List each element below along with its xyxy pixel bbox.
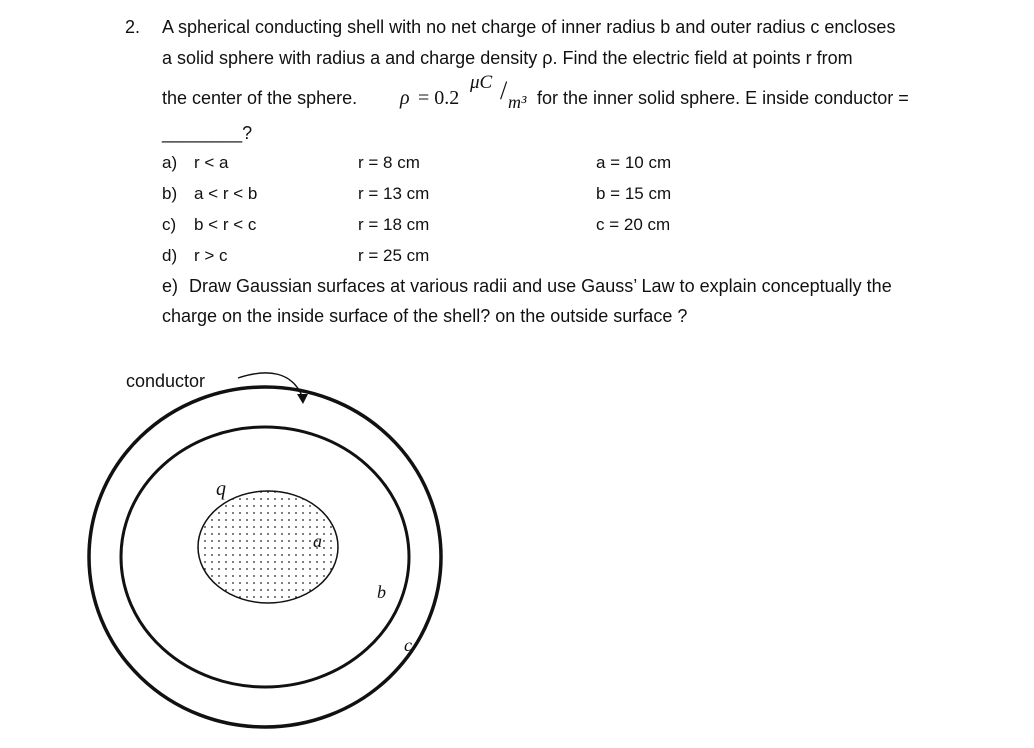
radius-label-b: b	[377, 582, 386, 602]
part-c-label: c)	[162, 215, 177, 234]
given-b: b = 15 cm	[596, 184, 672, 203]
rho-symbol: ρ	[400, 87, 410, 109]
part-b-radius: r = 13 cm	[358, 184, 430, 203]
problem-line-3-start: the center of the sphere.	[162, 88, 358, 108]
conductor-arrow	[238, 373, 302, 396]
part-d-condition: r > c	[194, 246, 228, 265]
problem-number: 2.	[125, 17, 141, 37]
part-c-condition: b < r < c	[194, 215, 257, 234]
given-c: c = 20 cm	[596, 215, 671, 234]
part-e-label: e)	[162, 276, 179, 296]
part-e-line-1: Draw Gaussian surfaces at various radii and use Gauss’ Law to explain conceptually the	[189, 276, 892, 296]
unit-numerator: μC	[470, 72, 493, 93]
given-a: a = 10 cm	[596, 153, 672, 172]
arrow-head-icon	[297, 394, 308, 404]
unit-denominator: m³	[508, 92, 527, 112]
part-b-label: b)	[162, 184, 178, 203]
problem-line-2: a solid sphere with radius a and charge density ρ. Find the electric field at points r from	[162, 48, 853, 68]
problem-line-3-end: for the inner solid sphere. E inside conductor =	[537, 88, 909, 108]
answer-blank: ________?	[162, 123, 253, 143]
part-b-condition: a < r < b	[194, 184, 258, 203]
radius-label-a: a	[313, 531, 322, 551]
unit-slash: /	[500, 76, 508, 105]
part-e-line-2: charge on the inside surface of the shell? on the outside surface ?	[162, 306, 688, 326]
problem-line-1: A spherical conducting shell with no net charge of inner radius b and outer radius c encloses	[162, 17, 896, 37]
part-c-radius: r = 18 cm	[358, 215, 430, 234]
density-value: = 0.2	[418, 87, 460, 109]
part-a-label: a)	[162, 153, 178, 172]
part-d-label: d)	[162, 246, 178, 265]
part-a-radius: r = 8 cm	[358, 153, 420, 172]
radius-label-c: c	[404, 635, 412, 655]
charge-label-q: q	[216, 478, 226, 500]
conductor-label: conductor	[126, 371, 206, 391]
part-a-condition: r < a	[194, 153, 229, 172]
part-d-radius: r = 25 cm	[358, 246, 430, 265]
